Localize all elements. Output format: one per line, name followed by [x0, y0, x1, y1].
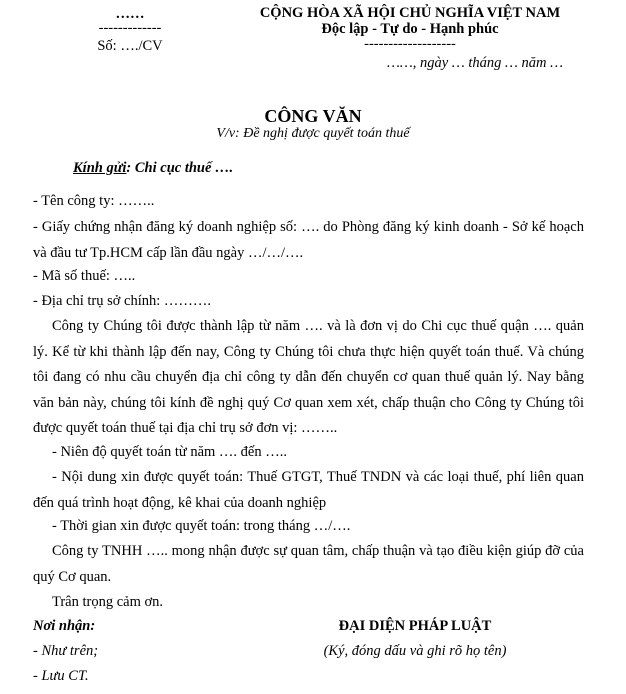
recipient-label: Kính gửi — [73, 160, 127, 176]
document-subject: V/v: Đề nghị được quyết toán thuế — [216, 126, 410, 141]
recipient-item: - Như trên; — [33, 643, 99, 659]
date-line: ……, ngày … tháng … năm … — [386, 55, 564, 71]
org-name-placeholder: …… — [115, 6, 145, 22]
body-paragraph: Công ty Chúng tôi được thành lập từ năm …. và là đơn vị do Chi cục thuế quận …. quản lý. Kể từ khi thành lập đến nay, Công ty Chúng tôi chưa thực hiện quyết toán thuế. Và chúng tôi đang có nhu cầu chuyển địa chỉ công ty dẫn đến chuyển cơ quan thuế quản lý. Nay bằng văn bản này, chúng tôi kính đề nghị quý Cơ quan xem xét, chấp thuận cho Công ty Chúng tôi được quyết toán thuế tại địa chỉ trụ sở đơn vị: …….. — [33, 318, 584, 436]
country-name: CỘNG HÒA XÃ HỘI CHỦ NGHĨA VIỆT NAM — [259, 5, 561, 21]
company-name-line: - Tên công ty: …….. — [33, 193, 155, 209]
motto-separator: ------------------- — [364, 36, 456, 52]
thanks-line: Trân trọng cảm ơn. — [52, 594, 164, 610]
recipient-item: - Lưu CT. — [33, 668, 89, 684]
document-title: CÔNG VĂN — [264, 106, 362, 126]
org-separator: ------------- — [98, 20, 162, 36]
signer-note: (Ký, đóng dấu và ghi rõ họ tên) — [323, 643, 507, 659]
business-registration-line: - Giấy chứng nhận đăng ký doanh nghiệp số: …. do Phòng đăng ký kinh doanh - Sở kế hoạch và đầu tư Tp.HCM cấp lần đầu ngày …/…/…. — [33, 219, 584, 261]
signer-title: ĐẠI DIỆN PHÁP LUẬT — [338, 618, 492, 634]
recipient-name: : Chi cục thuế …. — [126, 160, 234, 176]
document-number: Số: …./CV — [97, 38, 163, 54]
recipient-line — [73, 160, 233, 177]
settlement-content-line: - Nội dung xin được quyết toán: Thuế GTGT, Thuế TNDN và các loại thuế, phí liên quan đến quá trình hoạt động, kê khai của doanh nghiệp — [33, 469, 584, 511]
tax-code-line: - Mã số thuế: ….. — [33, 268, 136, 284]
settlement-time-line: - Thời gian xin được quyết toán: trong tháng …/…. — [52, 518, 351, 534]
national-motto: Độc lập - Tự do - Hạnh phúc — [321, 21, 499, 37]
closing-paragraph: Công ty TNHH ….. mong nhận được sự quan tâm, chấp thuận và tạo điều kiện giúp đỡ của quý Cơ quan. — [33, 543, 584, 585]
head-office-line: - Địa chỉ trụ sở chính: ………. — [33, 293, 212, 309]
recipients-label: Nơi nhận: — [33, 618, 96, 634]
fiscal-period-line: - Niên độ quyết toán từ năm …. đến ….. — [52, 444, 287, 460]
